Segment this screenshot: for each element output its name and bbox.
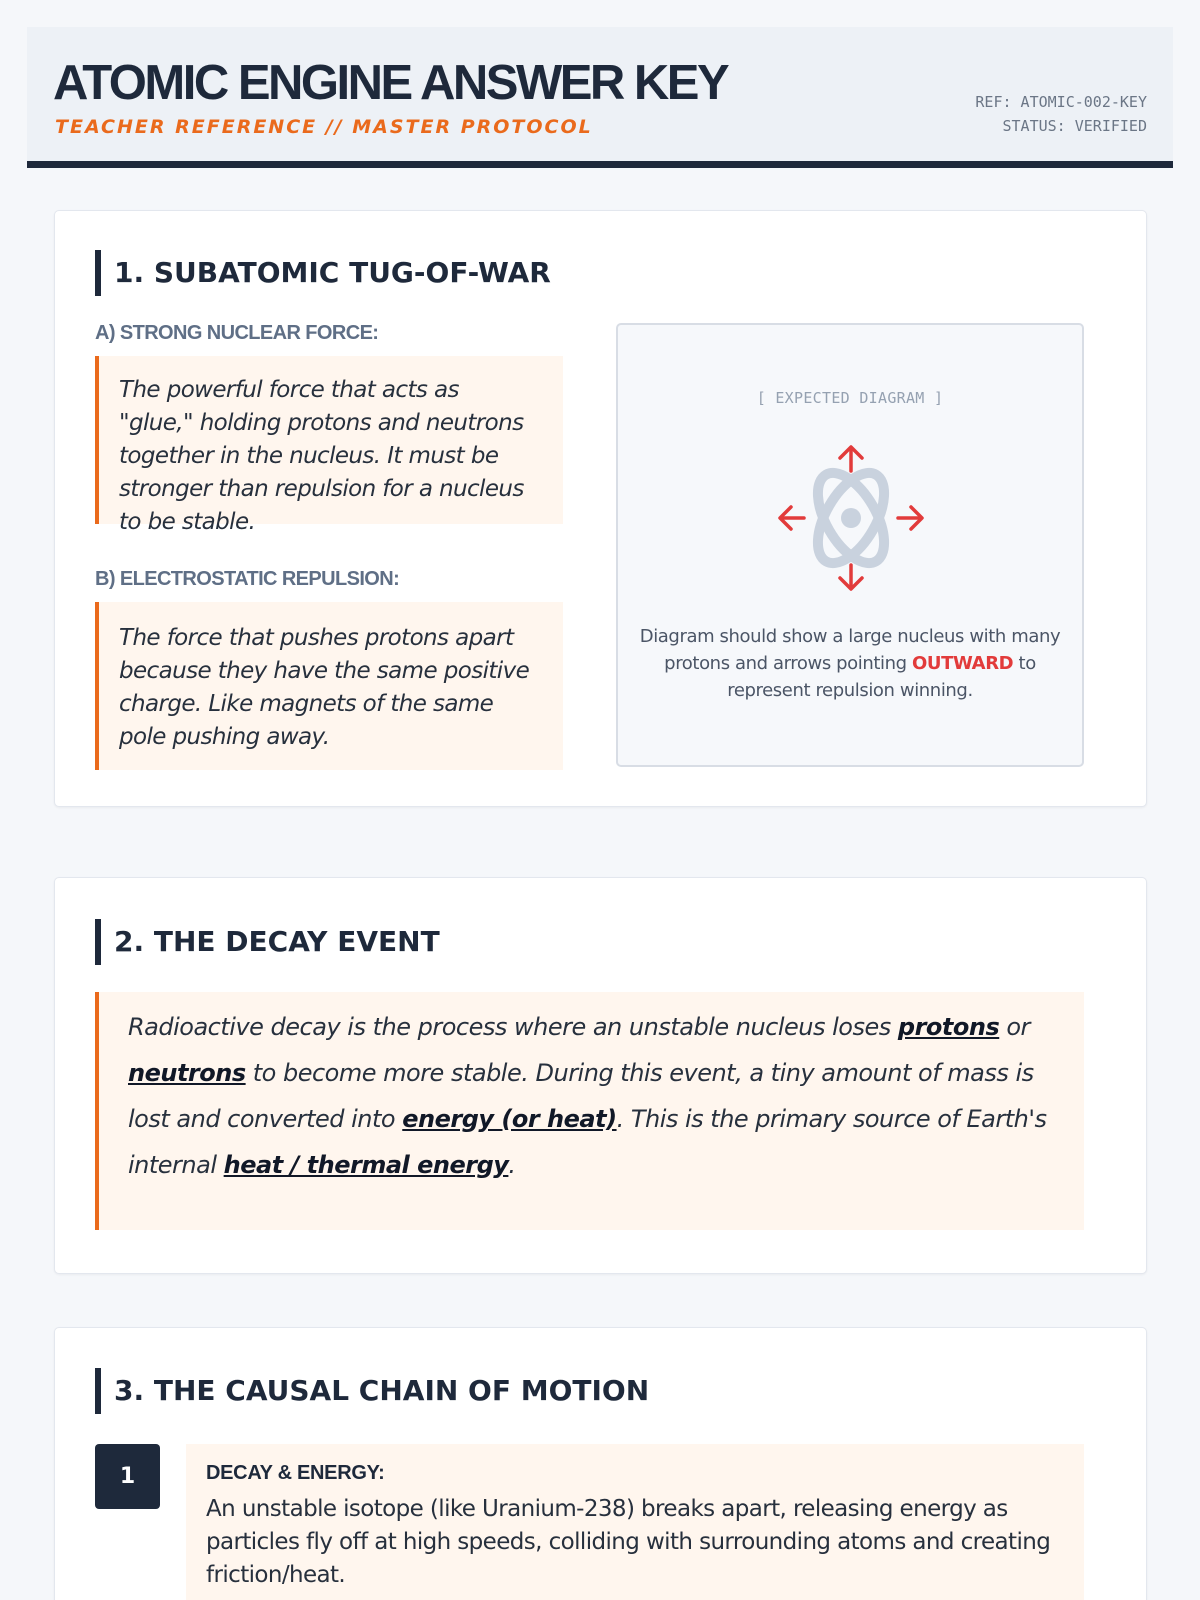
diagram-desc-before: Diagram should show a large nucleus with many protons and arrows pointing	[639, 626, 1061, 674]
atom-with-outward-arrows-icon	[776, 443, 926, 593]
decay-text-part: Radioactive decay is the process where an unstable nucleus loses	[128, 1013, 898, 1041]
decay-text-part: to become more stable. During this event, a tiny amount of mass is lost and converted into	[128, 1059, 1034, 1133]
header-meta	[975, 90, 1147, 138]
answer-blank-neutrons: neutrons	[128, 1059, 246, 1087]
step-label: DECAY & ENERGY:	[206, 1462, 385, 1484]
answer-blank-energy: energy (or heat)	[402, 1105, 617, 1133]
answer-box-b	[95, 602, 563, 770]
decay-paragraph	[128, 1004, 1054, 1188]
question-label-a: A) STRONG NUCLEAR FORCE:	[95, 322, 379, 344]
diagram-caption: [ EXPECTED DIAGRAM ]	[756, 389, 944, 407]
answer-text-a: The powerful force that acts as "glue," holding protons and neutrons together in the nucleus. It must be stronger than repulsion for a nucleus to be stable.	[119, 377, 524, 535]
answer-blank-protons: protons	[897, 1013, 1000, 1041]
answer-box-a	[95, 356, 563, 535]
outward-emphasis: OUTWARD	[912, 653, 1014, 674]
section-card-decay-event	[54, 877, 1147, 1274]
step-box	[186, 1444, 1084, 1600]
diagram-description	[638, 623, 1062, 704]
question-label-b: B) ELECTROSTATIC REPULSION:	[95, 568, 400, 590]
step-number-badge: 1	[95, 1444, 160, 1509]
page-subtitle: TEACHER REFERENCE // MASTER PROTOCOL	[55, 116, 593, 138]
reference-code: REF: ATOMIC-002-KEY	[975, 93, 1147, 111]
decay-text-part: . This is the primary source of Earth's internal	[128, 1105, 1047, 1179]
page-title: ATOMIC ENGINE ANSWER KEY	[53, 56, 728, 110]
section-title: 1. SUBATOMIC TUG-OF-WAR	[95, 250, 551, 296]
section-title: 2. THE DECAY EVENT	[95, 919, 440, 965]
decay-text-part: .	[508, 1151, 516, 1179]
diagram-desc-after: to represent repulsion winning.	[727, 653, 1036, 701]
section-title: 3. THE CAUSAL CHAIN OF MOTION	[95, 1368, 649, 1414]
expected-diagram-panel	[616, 323, 1084, 767]
page-header	[27, 27, 1173, 168]
decay-text-part: or	[999, 1013, 1030, 1041]
answer-blank-heat: heat / thermal energy	[223, 1151, 509, 1179]
decay-answer-box	[95, 992, 1084, 1230]
answer-text-b: The force that pushes protons apart because they have the same positive charge. Like magnets of the same pole pushing away.	[119, 625, 530, 750]
step-text: An unstable isotope (like Uranium-238) breaks apart, releasing energy as particles fly off at high speeds, colliding with surrounding atoms and creating friction/heat.	[206, 1496, 1051, 1588]
section-card-tug-of-war	[54, 210, 1147, 807]
section-card-causal-chain	[54, 1327, 1147, 1600]
status-label: STATUS: VERIFIED	[1002, 117, 1147, 135]
